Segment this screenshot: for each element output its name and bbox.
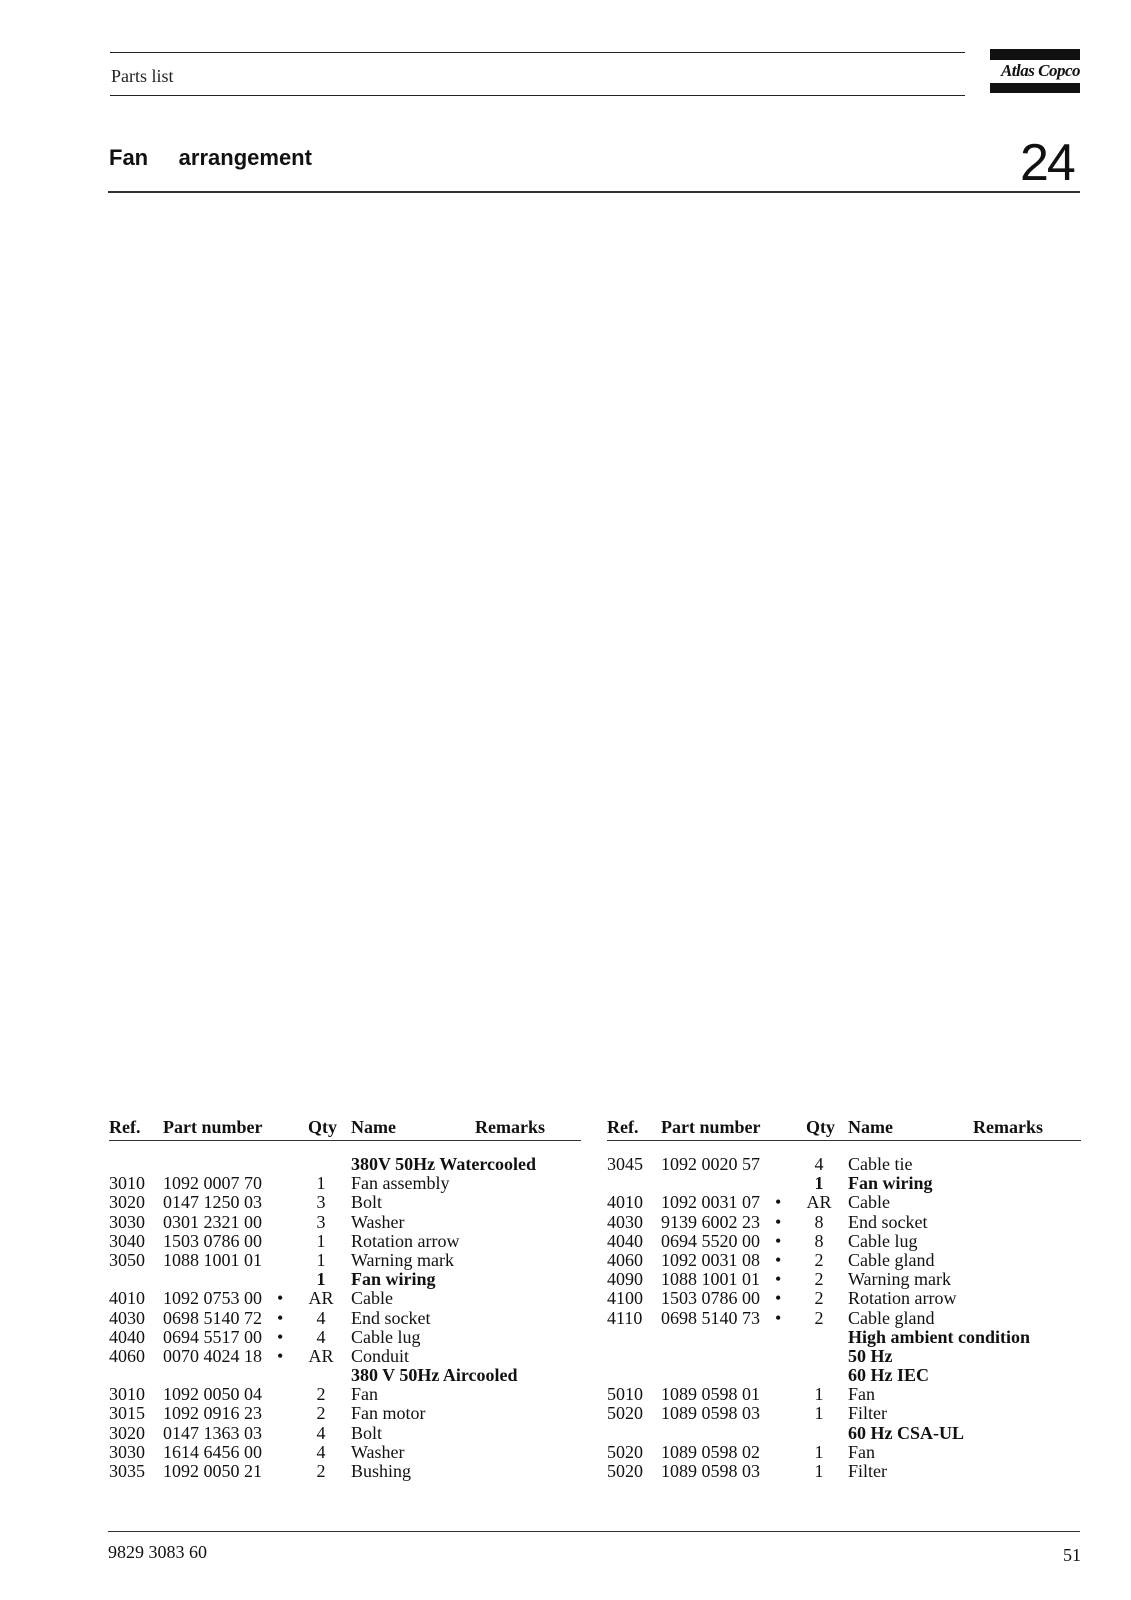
name-cell: Cable lug xyxy=(351,1326,421,1347)
qty-cell: 2 xyxy=(316,1384,326,1405)
ref-cell: 3040 xyxy=(109,1230,145,1251)
qty-cell: 3 xyxy=(316,1211,326,1232)
name-cell: Filter xyxy=(848,1403,887,1424)
part-number-cell: 1089 0598 02 xyxy=(661,1441,760,1462)
part-number-cell: 0698 5140 72 xyxy=(163,1307,262,1328)
bullet-cell: • xyxy=(775,1307,782,1328)
bullet-cell: • xyxy=(775,1269,782,1290)
part-number-cell: 0694 5520 00 xyxy=(661,1230,760,1251)
bullet-cell: • xyxy=(775,1192,782,1213)
ref-cell: 3015 xyxy=(109,1403,145,1424)
table-row xyxy=(607,1424,1081,1443)
name-cell: Cable tie xyxy=(848,1154,913,1174)
table-row xyxy=(607,1328,1081,1347)
document-number: 9829 3083 60 xyxy=(108,1542,207,1562)
table-row xyxy=(607,1193,1081,1212)
ref-cell: 5020 xyxy=(607,1461,643,1481)
page-title: Fan arrangement xyxy=(109,145,312,170)
part-number-cell: 1089 0598 03 xyxy=(661,1403,760,1424)
qty-cell: 1 xyxy=(814,1384,824,1405)
ref-cell: 4060 xyxy=(607,1249,643,1270)
table-row xyxy=(607,1443,1081,1462)
header-ref: Ref. xyxy=(607,1117,639,1137)
name-cell: Washer xyxy=(351,1211,405,1232)
part-number-cell: 1503 0786 00 xyxy=(163,1230,262,1251)
part-number-cell: 9139 6002 23 xyxy=(661,1211,760,1232)
header-name: Name xyxy=(848,1117,893,1137)
qty-cell: AR xyxy=(806,1192,832,1213)
qty-cell: 8 xyxy=(814,1230,824,1251)
bullet-cell: • xyxy=(277,1288,284,1309)
header-bottom-rule xyxy=(110,95,965,96)
ref-cell: 4030 xyxy=(109,1307,145,1328)
header-top-rule xyxy=(110,52,965,53)
part-number-cell: 1503 0786 00 xyxy=(661,1288,760,1309)
name-cell: Warning mark xyxy=(848,1269,952,1290)
name-cell: Bolt xyxy=(351,1422,383,1443)
name-cell: Fan xyxy=(351,1384,378,1405)
ref-cell: 4060 xyxy=(109,1345,145,1366)
part-number-cell: 1092 0031 08 xyxy=(661,1249,760,1270)
ref-cell: 4040 xyxy=(109,1326,145,1347)
qty-cell: AR xyxy=(308,1288,334,1309)
qty-cell: 2 xyxy=(814,1307,824,1328)
name-cell: Fan wiring xyxy=(848,1173,933,1194)
table-body xyxy=(109,1155,581,1481)
ref-cell: 3010 xyxy=(109,1173,145,1194)
qty-cell: 1 xyxy=(814,1403,824,1424)
part-number-cell: 1614 6456 00 xyxy=(163,1441,262,1462)
qty-cell: 4 xyxy=(814,1154,824,1174)
header-qty: Qty xyxy=(308,1117,337,1137)
table-row xyxy=(607,1174,1081,1193)
header-name: Name xyxy=(351,1117,396,1137)
parts-table-right xyxy=(607,1118,1081,1481)
ref-cell: 3010 xyxy=(109,1384,145,1405)
table-row xyxy=(109,1251,581,1270)
name-cell: 380V 50Hz Watercooled xyxy=(351,1154,536,1174)
table-row xyxy=(607,1213,1081,1232)
qty-cell: 4 xyxy=(316,1307,326,1328)
name-cell: Bolt xyxy=(351,1192,383,1213)
qty-cell: 1 xyxy=(814,1173,824,1194)
name-cell: 380 V 50Hz Aircooled xyxy=(351,1365,518,1386)
ref-cell: 5020 xyxy=(607,1441,643,1462)
qty-cell: 2 xyxy=(316,1461,326,1481)
title-rule xyxy=(108,191,1080,193)
table-row xyxy=(607,1232,1081,1251)
table-row xyxy=(607,1462,1081,1481)
ref-cell: 3020 xyxy=(109,1422,145,1443)
table-row xyxy=(109,1366,581,1385)
qty-cell: 1 xyxy=(814,1461,824,1481)
part-number-cell: 0301 2321 00 xyxy=(163,1211,262,1232)
qty-cell: 1 xyxy=(814,1441,824,1462)
qty-cell: 2 xyxy=(814,1288,824,1309)
table-header xyxy=(607,1118,1081,1141)
table-row xyxy=(109,1309,581,1328)
ref-cell: 3050 xyxy=(109,1249,145,1270)
qty-cell: 4 xyxy=(316,1326,326,1347)
table-header xyxy=(109,1118,581,1141)
bullet-cell: • xyxy=(775,1288,782,1309)
header-ref: Ref. xyxy=(109,1117,141,1137)
table-row xyxy=(109,1462,581,1481)
ref-cell: 5010 xyxy=(607,1384,643,1405)
qty-cell: 1 xyxy=(316,1230,326,1251)
ref-cell: 4040 xyxy=(607,1230,643,1251)
table-row xyxy=(109,1328,581,1347)
logo-wordmark: Atlas Copco xyxy=(1000,61,1080,80)
name-cell: Cable xyxy=(351,1288,393,1309)
header-part-number: Part number xyxy=(661,1117,761,1137)
header-remarks: Remarks xyxy=(475,1117,545,1137)
part-number-cell: 1092 0916 23 xyxy=(163,1403,262,1424)
table-row xyxy=(109,1174,581,1193)
name-cell: Cable lug xyxy=(848,1230,918,1251)
table-row xyxy=(109,1424,581,1443)
name-cell: Fan assembly xyxy=(351,1173,450,1194)
part-number-cell: 0070 4024 18 xyxy=(163,1345,262,1366)
table-row xyxy=(109,1232,581,1251)
footer-rule xyxy=(108,1531,1080,1532)
part-number-cell: 0698 5140 73 xyxy=(661,1307,760,1328)
part-number-cell: 1089 0598 03 xyxy=(661,1461,760,1481)
name-cell: Rotation arrow xyxy=(351,1230,460,1251)
ref-cell: 4010 xyxy=(109,1288,145,1309)
name-cell: Fan wiring xyxy=(351,1269,436,1290)
name-cell: Cable gland xyxy=(848,1249,935,1270)
bullet-cell: • xyxy=(775,1249,782,1270)
qty-cell: 4 xyxy=(316,1441,326,1462)
qty-cell: 4 xyxy=(316,1422,326,1443)
part-number-cell: 1089 0598 01 xyxy=(661,1384,760,1405)
name-cell: Fan xyxy=(848,1384,875,1405)
ref-cell: 3035 xyxy=(109,1461,145,1481)
table-row xyxy=(607,1404,1081,1423)
logo-top-bar xyxy=(990,49,1080,60)
part-number-cell: 1092 0753 00 xyxy=(163,1288,262,1309)
bullet-cell: • xyxy=(277,1326,284,1347)
header-remarks: Remarks xyxy=(973,1117,1043,1137)
section-label: Parts list xyxy=(111,66,174,86)
part-number-cell: 1092 0020 57 xyxy=(661,1154,760,1174)
ref-cell: 4030 xyxy=(607,1211,643,1232)
chapter-number: 24 xyxy=(1020,134,1074,192)
part-number-cell: 1092 0050 04 xyxy=(163,1384,262,1405)
table-row xyxy=(109,1155,581,1174)
name-cell: Filter xyxy=(848,1461,887,1481)
table-row xyxy=(607,1155,1081,1174)
name-cell: 60 Hz CSA-UL xyxy=(848,1422,964,1443)
name-cell: Cable gland xyxy=(848,1307,935,1328)
table-row xyxy=(109,1193,581,1212)
table-row xyxy=(607,1289,1081,1308)
table-row xyxy=(607,1385,1081,1404)
ref-cell: 3030 xyxy=(109,1441,145,1462)
table-row xyxy=(607,1270,1081,1289)
qty-cell: AR xyxy=(308,1345,334,1366)
parts-table-left xyxy=(109,1118,581,1481)
name-cell: Fan motor xyxy=(351,1403,426,1424)
table-row xyxy=(607,1251,1081,1270)
ref-cell: 4100 xyxy=(607,1288,643,1309)
bullet-cell: • xyxy=(775,1211,782,1232)
name-cell: 50 Hz xyxy=(848,1345,893,1366)
table-row xyxy=(607,1309,1081,1328)
part-number-cell: 1092 0050 21 xyxy=(163,1461,262,1481)
part-number-cell: 1092 0031 07 xyxy=(661,1192,760,1213)
qty-cell: 1 xyxy=(316,1269,326,1290)
table-row xyxy=(109,1213,581,1232)
table-row xyxy=(109,1347,581,1366)
name-cell: Cable xyxy=(848,1192,890,1213)
name-cell: End socket xyxy=(351,1307,431,1328)
name-cell: 60 Hz IEC xyxy=(848,1365,929,1386)
name-cell: End socket xyxy=(848,1211,928,1232)
qty-cell: 8 xyxy=(814,1211,824,1232)
table-row xyxy=(109,1385,581,1404)
qty-cell: 3 xyxy=(316,1192,326,1213)
qty-cell: 1 xyxy=(316,1173,326,1194)
logo-bottom-bar xyxy=(990,83,1080,93)
qty-cell: 2 xyxy=(316,1403,326,1424)
page-number: 51 xyxy=(1063,1545,1081,1565)
ref-cell: 4090 xyxy=(607,1269,643,1290)
part-number-cell: 0694 5517 00 xyxy=(163,1326,262,1347)
ref-cell: 3020 xyxy=(109,1192,145,1213)
ref-cell: 3045 xyxy=(607,1154,643,1174)
ref-cell: 5020 xyxy=(607,1403,643,1424)
name-cell: Conduit xyxy=(351,1345,410,1366)
name-cell: Bushing xyxy=(351,1461,412,1481)
header-part-number: Part number xyxy=(163,1117,263,1137)
bullet-cell: • xyxy=(775,1230,782,1251)
part-number-cell: 1092 0007 70 xyxy=(163,1173,262,1194)
table-row xyxy=(607,1347,1081,1366)
table-row xyxy=(109,1443,581,1462)
qty-cell: 2 xyxy=(814,1249,824,1270)
header-qty: Qty xyxy=(806,1117,835,1137)
part-number-cell: 0147 1250 03 xyxy=(163,1192,262,1213)
part-number-cell: 1088 1001 01 xyxy=(661,1269,760,1290)
bullet-cell: • xyxy=(277,1307,284,1328)
atlas-copco-logo xyxy=(990,49,1080,94)
table-row xyxy=(109,1404,581,1423)
table-row xyxy=(109,1270,581,1289)
part-number-cell: 0147 1363 03 xyxy=(163,1422,262,1443)
qty-cell: 2 xyxy=(814,1269,824,1290)
name-cell: Warning mark xyxy=(351,1249,455,1270)
name-cell: High ambient condition xyxy=(848,1326,1031,1347)
qty-cell: 1 xyxy=(316,1249,326,1270)
name-cell: Rotation arrow xyxy=(848,1288,957,1309)
name-cell: Fan xyxy=(848,1441,875,1462)
bullet-cell: • xyxy=(277,1345,284,1366)
table-body xyxy=(607,1155,1081,1481)
ref-cell: 4110 xyxy=(607,1307,643,1328)
ref-cell: 4010 xyxy=(607,1192,643,1213)
table-row xyxy=(109,1289,581,1308)
part-number-cell: 1088 1001 01 xyxy=(163,1249,262,1270)
table-row xyxy=(607,1366,1081,1385)
name-cell: Washer xyxy=(351,1441,405,1462)
ref-cell: 3030 xyxy=(109,1211,145,1232)
